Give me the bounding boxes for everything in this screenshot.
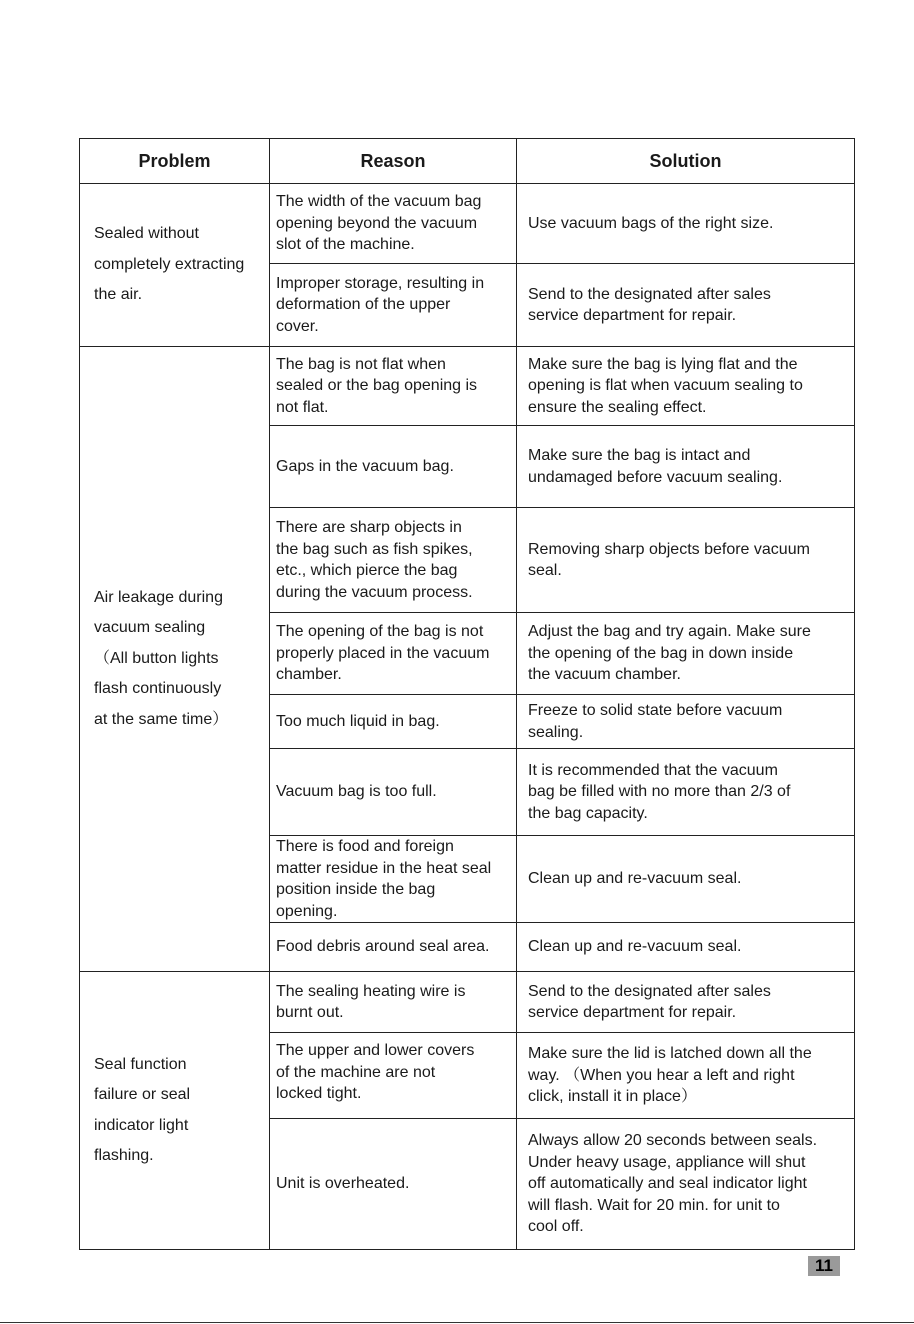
solution-cell: Make sure the bag is lying flat and the opening is flat when vacuum sealing to ensure the sealing effect. [517,347,855,426]
solution-cell: Use vacuum bags of the right size. [517,184,855,264]
solution-cell: Make sure the lid is latched down all the way. （When you hear a left and right click, install it in place） [517,1033,855,1119]
solution-cell: Removing sharp objects before vacuum seal. [517,508,855,613]
header-solution: Solution [517,139,855,184]
header-problem: Problem [80,139,270,184]
reason-cell: The upper and lower covers of the machine are not locked tight. [270,1033,517,1119]
solution-cell: Send to the designated after sales service department for repair. [517,972,855,1033]
header-reason: Reason [270,139,517,184]
solution-cell: Clean up and re-vacuum seal. [517,836,855,923]
table-row [80,184,855,264]
page-number: 11 [808,1256,840,1276]
reason-cell: The sealing heating wire is burnt out. [270,972,517,1033]
table-row [80,347,855,426]
solution-cell: Freeze to solid state before vacuum sealing. [517,695,855,749]
reason-cell: Improper storage, resulting in deformation of the upper cover. [270,264,517,347]
reason-cell: There are sharp objects in the bag such as fish spikes, etc., which pierce the bag during the vacuum process. [270,508,517,613]
solution-cell: Send to the designated after sales service department for repair. [517,264,855,347]
reason-cell: The opening of the bag is not properly placed in the vacuum chamber. [270,613,517,695]
problem-cell: Seal function failure or seal indicator light flashing. [80,972,270,1250]
table-row [80,972,855,1033]
reason-cell: There is food and foreign matter residue in the heat seal position inside the bag opening. [270,836,517,923]
reason-cell: Unit is overheated. [270,1119,517,1250]
reason-cell: The width of the vacuum bag opening beyond the vacuum slot of the machine. [270,184,517,264]
reason-cell: The bag is not flat when sealed or the bag opening is not flat. [270,347,517,426]
reason-cell: Too much liquid in bag. [270,695,517,749]
solution-cell: Always allow 20 seconds between seals. Under heavy usage, appliance will shut off automatically and seal indicator light will flash. Wait for 20 min. for unit to cool off. [517,1119,855,1250]
reason-cell: Vacuum bag is too full. [270,749,517,836]
solution-cell: Adjust the bag and try again. Make sure the opening of the bag in down inside the vacuum chamber. [517,613,855,695]
problem-cell: Air leakage during vacuum sealing （All button lights flash continuously at the same time） [80,347,270,972]
troubleshooting-table [79,138,855,1250]
solution-cell: Make sure the bag is intact and undamaged before vacuum sealing. [517,426,855,508]
footer-divider [0,1322,914,1323]
reason-cell: Gaps in the vacuum bag. [270,426,517,508]
problem-cell: Sealed without completely extracting the air. [80,184,270,347]
solution-cell: Clean up and re-vacuum seal. [517,923,855,972]
header-row [80,139,855,184]
solution-cell: It is recommended that the vacuum bag be filled with no more than 2/3 of the bag capacity. [517,749,855,836]
reason-cell: Food debris around seal area. [270,923,517,972]
